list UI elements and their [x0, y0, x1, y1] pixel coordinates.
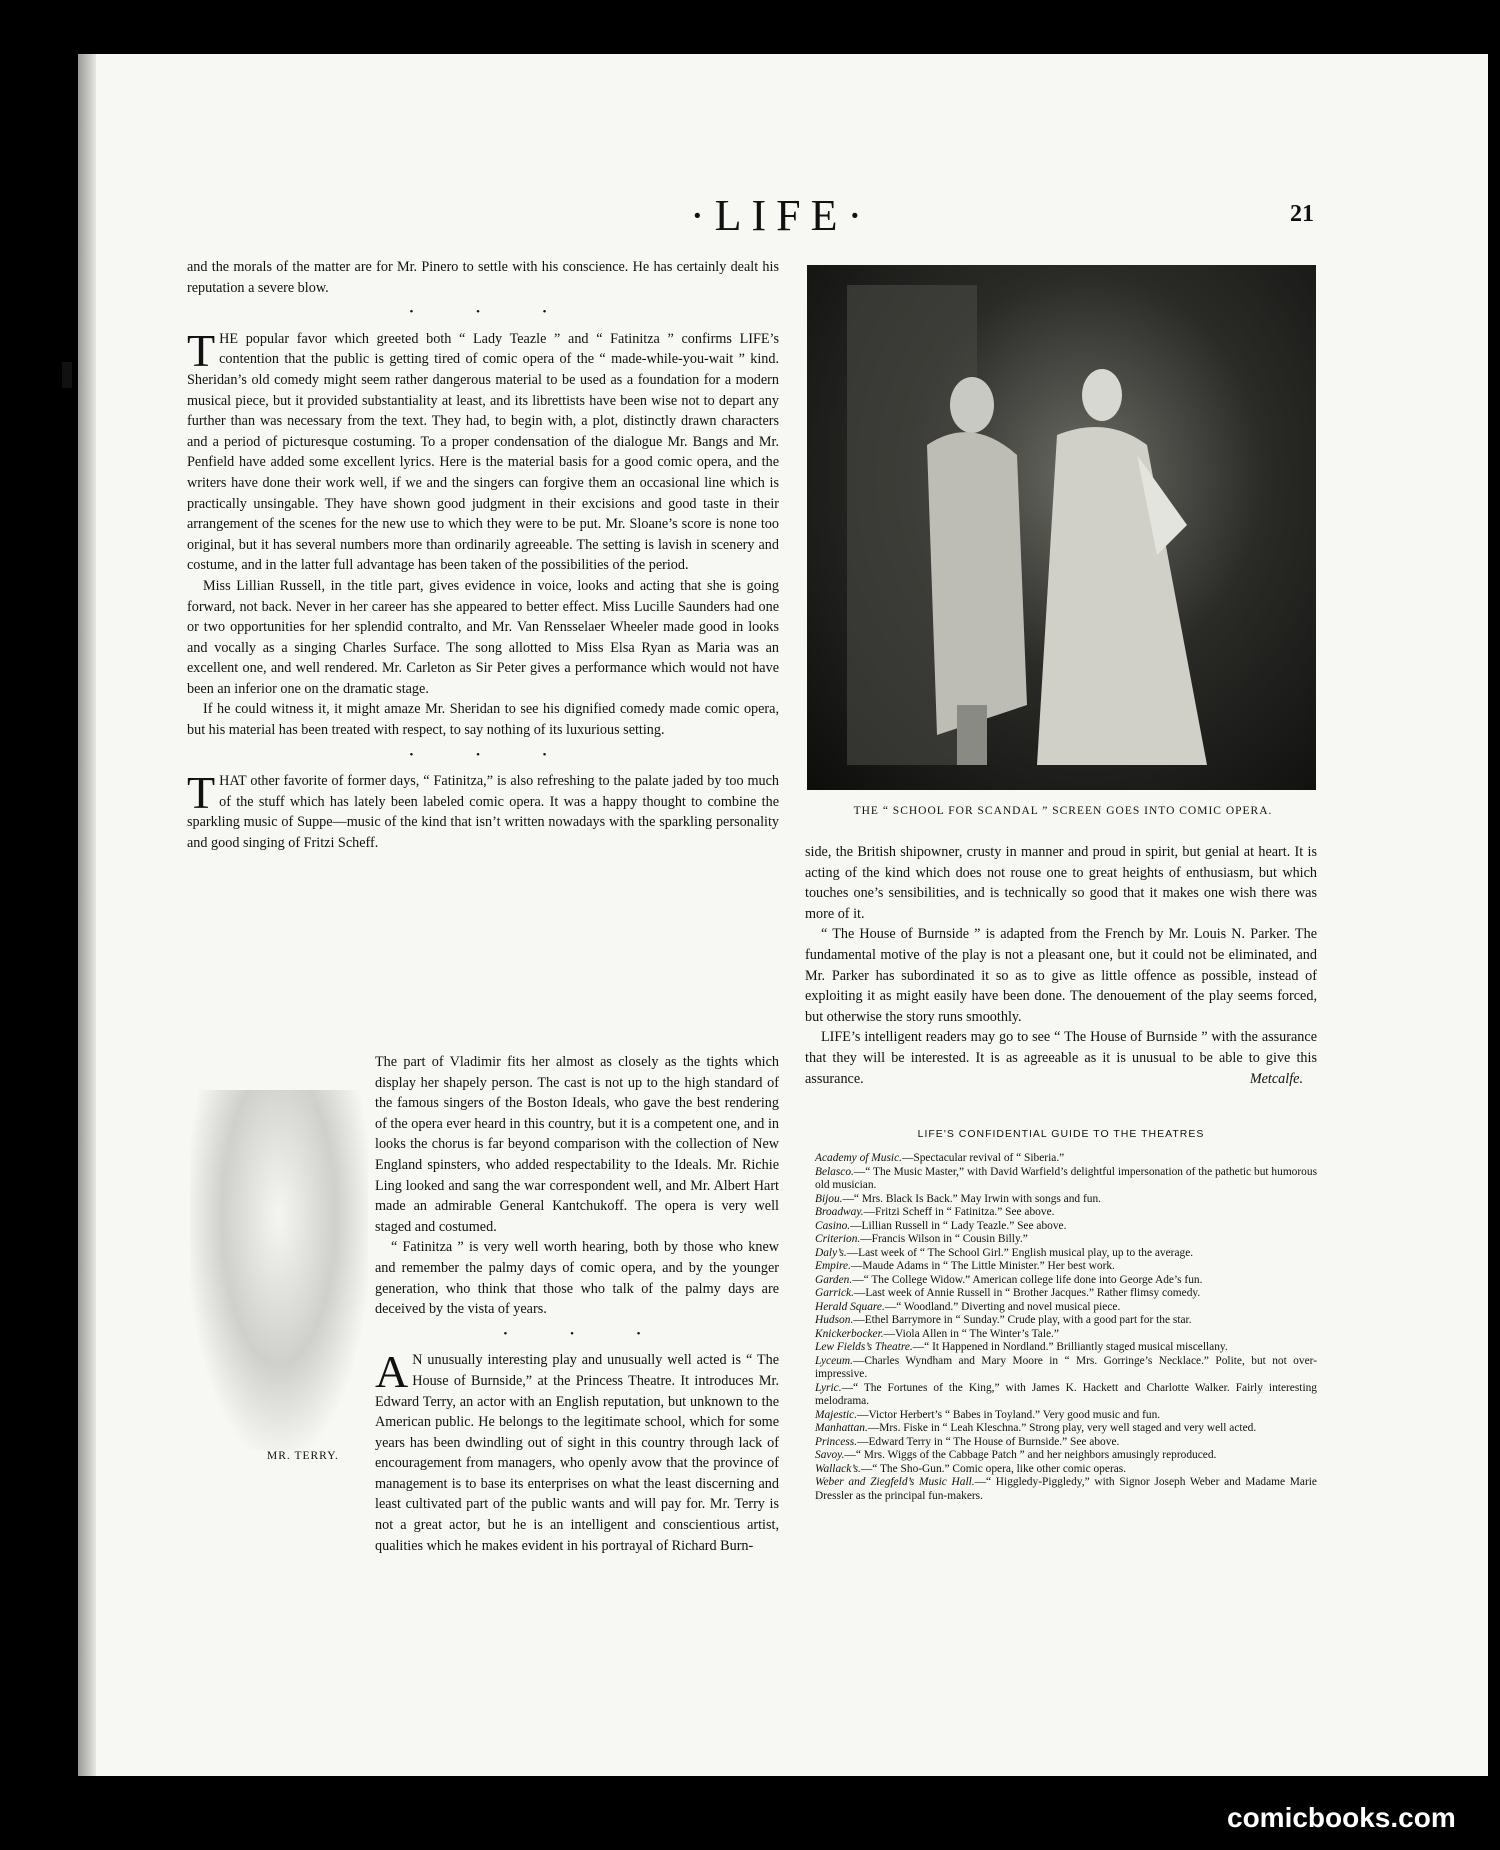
guide-description: —“ Higgledy-Piggledy,” with Signor Joseph Weber and Madame Marie Dressler as the principal fun-makers. — [815, 1476, 1317, 1502]
guide-entry — [815, 1382, 1317, 1409]
guide-venue: Lew Fields’s Theatre. — [815, 1341, 913, 1353]
photo-caption: THE “ SCHOOL FOR SCANDAL ” SCREEN GOES INTO COMIC OPERA. — [853, 805, 1273, 817]
guide-entry — [815, 1220, 1317, 1234]
drop-cap: T — [187, 767, 216, 819]
review-burnside-p3: LIFE’s intelligent readers may go to see “ The House of Burnside ” with the assurance that they will be interested. It is as agreeable as it is unusual to be able to give this assurance. Metcalfe. — [805, 1027, 1317, 1089]
guide-description: —Fritzi Scheff in “ Fatinitza.” See above. — [863, 1206, 1055, 1218]
review-fatinitza-p2: “ Fatinitza ” is very well worth hearing, both by those who knew and remember the palmy days of comic opera, and by the younger generation, who think that those who talk of the palmy days are deceived by the vista of years. — [375, 1239, 779, 1318]
stage-photo-figures — [807, 265, 1316, 790]
review-lady-teazle-p2: Miss Lillian Russell, in the title part, gives evidence in voice, looks and acting that she is going forward, not back. Never in her career has she appeared to better effect. Miss Lucille Saunders had one or two opportunities for her splendid contralto, and Mr. Van Rensselaer Wheeler made good in looks and vocally as a singing Charles Surface. The song allotted to Miss Elsa Ryan as Maria was an excellent one, and well rendered. Mr. Carleton as Sir Peter gives a performance which would not have been an inferior one on the dramatic stage. — [187, 577, 779, 697]
guide-entry — [815, 1193, 1317, 1207]
narrow-column — [375, 1052, 779, 1556]
guide-entry — [815, 1206, 1317, 1220]
guide-entry — [815, 1355, 1317, 1382]
guide-description: —Edward Terry in “ The House of Burnside.” See above. — [857, 1435, 1120, 1448]
left-column-top — [187, 257, 779, 854]
guide-venue: Broadway. — [815, 1206, 864, 1218]
guide-venue: Herald Square. — [815, 1300, 885, 1313]
guide-entry — [815, 1341, 1317, 1355]
guide-venue: Academy of Music. — [815, 1152, 902, 1164]
review-lady-teazle: THE popular favor which greeted both “ Lady Teazle ” and “ Fatinitza ” confirms LIFE’s contention that the public is getting tired of comic opera of the “ made-while-you-wait ” kind. Sheridan’s old comedy might seem rather dangerous material to be used as a foundation for a modern musical piece, but it provided substantiality at least, and its librettists have been wise not to depart any further than was necessary from the text. They had, to begin with, a plot, distinctly drawn characters and a period of picturesque costuming. To a proper condensation of the dialogue Mr. Bangs and Mr. Penfield have added some excellent lyrics. Here is the material basis for a good comic opera, and the writers have done their work well, if we and the singers can forgive them an occasional line which is practically unsingable. They have shown good judgment in their excisions and good taste in their arrangement of the scenes for the new use to which they were to be put. Mr. Sloane’s score is none too original, but it has several numbers more than ordinarily agreeable. The setting is lavish in scenery and costume, and in the latter full advantage has been taken of the possibilities of the period. — [187, 324, 779, 574]
guide-venue: Belasco. — [815, 1165, 854, 1178]
guide-description: —“ Woodland.” Diverting and novel musical piece. — [884, 1300, 1121, 1313]
guide-venue: Lyric. — [815, 1381, 842, 1394]
guide-description: —Last week of Annie Russell in “ Brother Jacques.” Rather flimsy comedy. — [853, 1287, 1201, 1299]
guide-venue: Lyceum. — [815, 1354, 853, 1367]
guide-description: —“ The Fortunes of the King,” with James K. Hackett and Charlotte Walker. Fairly interesting melodrama. — [815, 1381, 1317, 1407]
guide-entry — [815, 1436, 1317, 1450]
guide-entry — [815, 1314, 1317, 1328]
guide-entry — [815, 1166, 1317, 1193]
guide-venue: Daly’s. — [815, 1246, 847, 1259]
guide-description: —“ The Sho-Gun.” Comic opera, like other comic operas. — [860, 1462, 1127, 1475]
guide-description: —Lillian Russell in “ Lady Teazle.” See above. — [850, 1219, 1067, 1232]
page-gutter — [78, 54, 96, 1776]
guide-description: —Charles Wyndham and Mary Moore in “ Mrs. Gorringe’s Necklace.” Polite, but not over-impressive. — [815, 1354, 1317, 1380]
guide-description: —“ The Music Master,” with David Warfield’s delightful impersonation of the pathetic but humorous old musician. — [815, 1165, 1317, 1191]
section-divider: • • • — [409, 748, 577, 761]
guide-entry — [815, 1422, 1317, 1436]
binding-mark — [62, 362, 72, 388]
right-column — [805, 842, 1317, 1089]
section-divider: • • • — [503, 1327, 671, 1340]
opening-paragraph: and the morals of the matter are for Mr. Pinero to settle with his conscience. He has certainly dealt his reputation a severe blow. — [187, 259, 779, 296]
guide-description: —Ethel Barrymore in “ Sunday.” Crude play, with a good part for the star. — [853, 1314, 1192, 1326]
author-signature: Metcalfe. — [1249, 1070, 1303, 1087]
drop-cap: T — [187, 324, 216, 376]
guide-venue: Garrick. — [815, 1287, 854, 1299]
guide-entry — [815, 1287, 1317, 1301]
guide-description: —Viola Allen in “ The Winter’s Tale.” — [883, 1327, 1059, 1340]
stage-photograph — [807, 265, 1316, 790]
guide-venue: Knickerbocker. — [815, 1327, 884, 1340]
guide-entry — [815, 1260, 1317, 1274]
guide-entry — [815, 1409, 1317, 1423]
guide-entry — [815, 1449, 1317, 1463]
guide-entry — [815, 1463, 1317, 1477]
guide-venue: Criterion. — [815, 1233, 861, 1245]
theatre-guide-heading: LIFE'S CONFIDENTIAL GUIDE TO THE THEATRES — [917, 1128, 1205, 1140]
guide-venue: Hudson. — [815, 1314, 854, 1326]
guide-entry — [815, 1328, 1317, 1342]
guide-description: —Victor Herbert’s “ Babes in Toyland.” Very good music and fun. — [857, 1408, 1161, 1421]
guide-description: —Spectacular revival of “ Siberia.” — [901, 1152, 1065, 1164]
guide-description: —“ Mrs. Black Is Back.” May Irwin with songs and fun. — [842, 1192, 1101, 1205]
watermark: comicbooks.com — [1227, 1802, 1456, 1833]
guide-description: —“ It Happened in Nordland.” Brilliantly staged musical miscellany. — [912, 1341, 1228, 1353]
section-divider: • • • — [409, 306, 577, 319]
guide-venue: Manhattan. — [815, 1422, 868, 1434]
guide-venue: Savoy. — [815, 1449, 845, 1461]
review-burnside-p2: “ The House of Burnside ” is adapted from the French by Mr. Louis N. Parker. The fundamental motive of the play is not a pleasant one, but it could not be eliminated, and Mr. Parker has subordinated it so as to give as little offence as possible, instead of exploiting it as might easily have been done. The denouement of the play seems forced, but otherwise the story runs smoothly. — [805, 926, 1317, 1025]
guide-description: —Maude Adams in “ The Little Minister.” Her best work. — [850, 1260, 1115, 1272]
review-fatinitza: THAT other favorite of former days, “ Fatinitza,” is also refreshing to the palate jaded by too much of the stuff which has lately been labeled comic opera. It was a happy thought to combine the sparkling music of Suppe—music of the kind that isn’t written nowadays with the sparkling personality and good singing of Fritzi Scheff. — [187, 767, 779, 852]
guide-entry — [815, 1301, 1317, 1315]
review-house-of-burnside: A N unusually interesting play and unusually well acted is “ The House of Burnside,” at the Princess Theatre. It introduces Mr. Edward Terry, an actor with an English reputation, but unknown to the American public. He belongs to the legitimate school, which for some years has been dwindling out of sight in this country through lack of encouragement from managers, who openly avow that the province of management is to base its enterprises on what the least discerning and least cultivated part of the public wants and will pay for. Mr. Terry is not a great actor, but he is an intelligent and conscientious artist, qualities which he makes evident in his portrayal of Richard Burn- — [375, 1346, 779, 1554]
portrait-caption: MR. TERRY. — [267, 1450, 339, 1462]
guide-description: —“ Mrs. Wiggs of the Cabbage Patch ” and her neighbors amusingly reproduced. — [844, 1449, 1217, 1461]
guide-venue: Princess. — [815, 1435, 858, 1448]
review-burnside-cont: side, the British shipowner, crusty in manner and proud in spirit, but genial at heart. It is acting of the kind which does not rouse one to great heights of enthusiasm, but which touches one’s sensibilities, and is technically so good that it makes one wish there was more of it. — [805, 844, 1317, 922]
guide-entry — [815, 1274, 1317, 1288]
guide-venue: Empire. — [815, 1260, 851, 1272]
guide-venue: Weber and Ziegfeld’s Music Hall. — [815, 1476, 975, 1488]
review-lady-teazle-p3: If he could witness it, it might amaze Mr. Sheridan to see his dignified comedy made comic opera, but his material has been treated with respect, to say nothing of its luxurious setting. — [187, 701, 779, 739]
guide-entry — [815, 1476, 1317, 1503]
guide-entry — [815, 1247, 1317, 1261]
guide-entry — [815, 1152, 1317, 1166]
guide-venue: Bijou. — [815, 1192, 843, 1205]
guide-venue: Wallack’s. — [815, 1462, 861, 1475]
guide-entry — [815, 1233, 1317, 1247]
guide-description: —Francis Wilson in “ Cousin Billy.” — [860, 1233, 1028, 1245]
guide-venue: Garden. — [815, 1273, 853, 1286]
guide-venue: Majestic. — [815, 1408, 858, 1421]
guide-description: —Last week of “ The School Girl.” English musical play, up to the average. — [846, 1246, 1194, 1259]
page-number: 21 — [1290, 201, 1314, 227]
guide-description: —Mrs. Fiske in “ Leah Kleschna.” Strong play, very well staged and very well acted. — [867, 1422, 1257, 1434]
masthead-title: ·LIFE· — [690, 191, 873, 240]
portrait-mr-terry — [190, 1090, 368, 1450]
drop-cap: A — [375, 1346, 409, 1398]
guide-description: —“ The College Widow.” American college life done into George Ade’s fun. — [852, 1273, 1203, 1286]
theatre-guide-list — [815, 1152, 1317, 1503]
review-fatinitza-cont: The part of Vladimir fits her almost as closely as the tights which display her shapely person. The cast is not up to the high standard of the famous singers of the Boston Ideals, who gave the best rendering of the opera ever heard in this country, but it is a competent one, and in looks the chorus is far beyond comparison with the collection of New England spinsters, who added respectability to the Ideals. Mr. Richie Ling looked and sang the war correspondent well, and Mr. Albert Hart made an admirable General Kantchukoff. The opera is very well staged and costumed. — [375, 1054, 779, 1235]
guide-venue: Casino. — [815, 1219, 851, 1232]
